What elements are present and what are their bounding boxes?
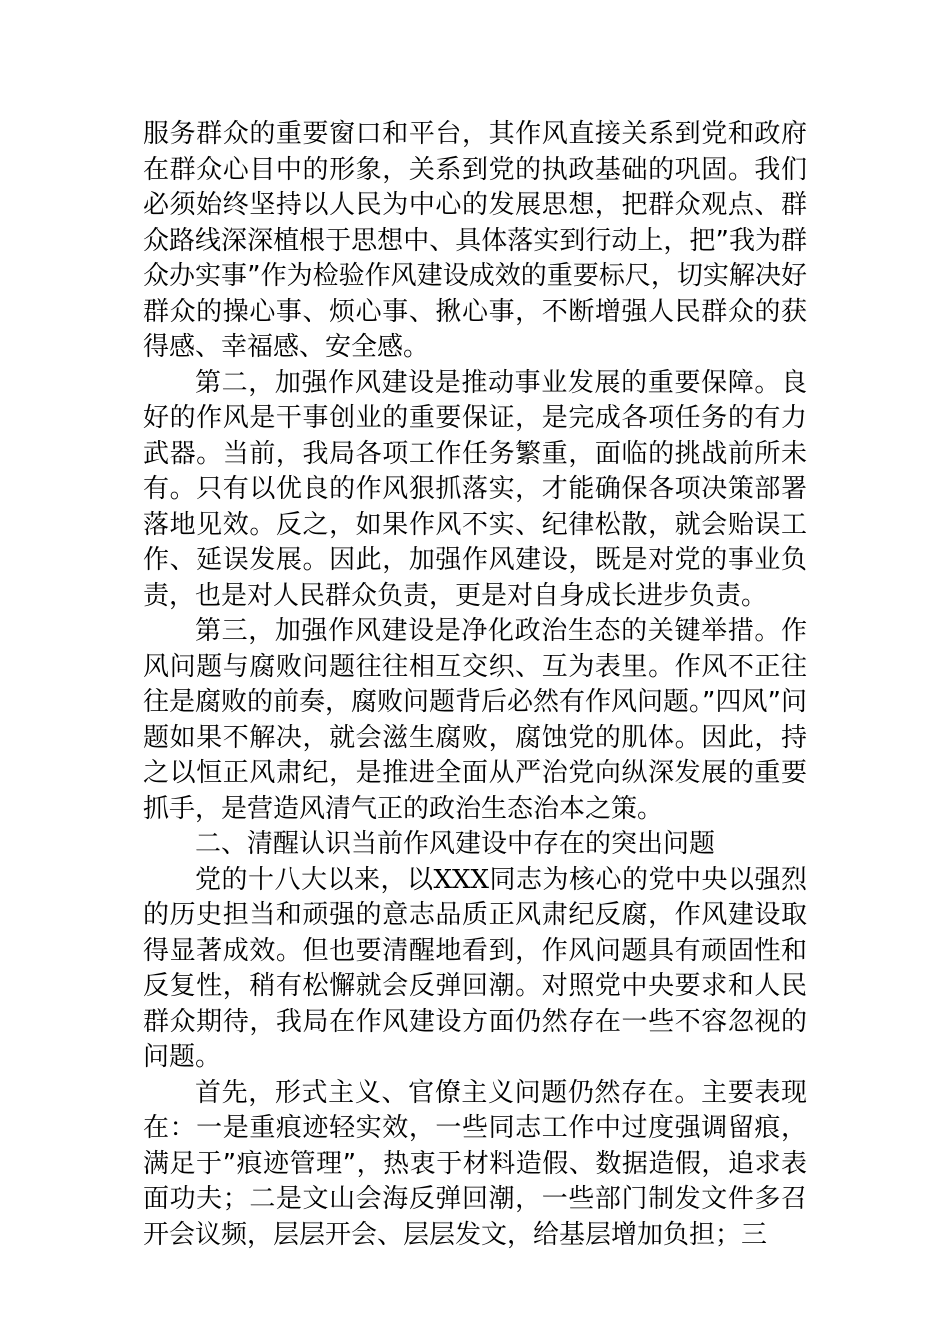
paragraph-service-window: 服务群众的重要窗口和平台，其作风直接关系到党和政府在群众心目中的形象，关系到党的执政基础的巩固。我们必须始终坚持以人民为中心的发展思想，把群众观点、群众路线深深植根于思想中、具体落实到行动上，把”我为群众办实事”作为检验作风建设成效的重要标尺，切实解决好群众的操心事、烦心事、揪心事，不断增强人民群众的获得感、幸福感、安全感。 bbox=[143, 119, 807, 362]
paragraph-since-congress-part-2: 同志为核心的党中央以强烈的历史担当和顽强的意志品质正风肃纪反腐，作风建设取得显著成效。但也要清醒地看到，作风问题具有顽固性和反复性，稍有松懈就会反弹回潮。对照党中央要求和人民群众期待，我局在作风建设方面仍然存在一些不容忽视的问题。 bbox=[143, 864, 807, 1072]
paragraph-first-problem: 首先，形式主义、官僚主义问题仍然存在。主要表现在：一是重痕迹轻实效，一些同志工作中过度强调留痕，满足于”痕迹管理”，热衷于材料造假、数据造假，追求表面功夫；二是文山会海反弹回潮，一些部门制发文件多召开会议频，层层开会、层层发文，给基层增加负担；三 bbox=[143, 1077, 807, 1250]
paragraph-second-point: 第二，加强作风建设是推动事业发展的重要保障。良好的作风是干事创业的重要保证，是完成各项任务的有力武器。当前，我局各项工作任务繁重，面临的挑战前所未有。只有以优良的作风狠抓落实，才能确保各项决策部署落地见效。反之，如果作风不实、纪律松散，就会贻误工作、延误发展。因此，加强作风建设，既是对党的事业负责，也是对人民群众负责，更是对自身成长进步负责。 bbox=[143, 367, 807, 611]
document-page bbox=[143, 117, 807, 1253]
paragraph-third-point: 第三，加强作风建设是净化政治生态的关键举措。作风问题与腐败问题往往相互交织、互为表里。作风不正往往是腐败的前奏，腐败问题背后必然有作风问题。”四风”问题如果不解决，就会滋生腐败，腐蚀党的肌体。因此，持之以恒正风肃纪，是推进全面从严治党向纵深发展的重要抓手，是营造风清气正的政治生态治本之策。 bbox=[143, 616, 807, 824]
paragraph-since-congress bbox=[143, 863, 807, 1076]
section-heading-two: 二、清醒认识当前作风建设中存在的突出问题 bbox=[195, 829, 716, 859]
paragraph-since-congress-part-1: 党的十八大以来，以 bbox=[195, 864, 434, 895]
paragraph-since-congress-latin: XXX bbox=[433, 864, 490, 895]
